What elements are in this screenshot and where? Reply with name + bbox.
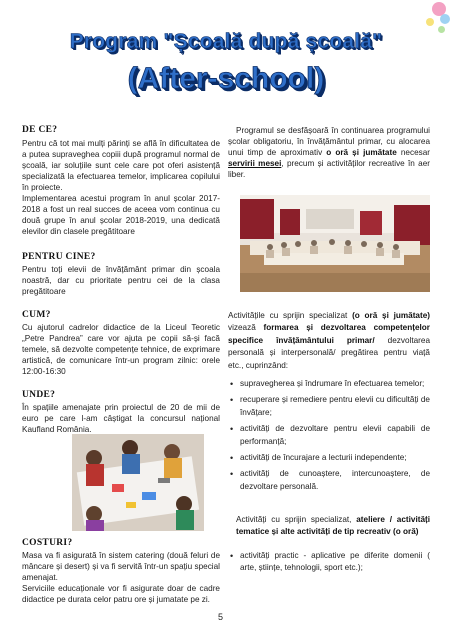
classroom-photo — [240, 195, 430, 292]
activitati-list — [228, 378, 430, 497]
page-number: 5 — [218, 612, 224, 622]
list-item: • recuperare și remediere pentru elevii cu dificultăți de învățare; — [240, 394, 430, 419]
cum-paragraph: Cu ajutorul cadrelor didactice de la Liceul Teoretic „Petre Pandrea” care vor ajuta pe copii să-și facă temele, să dezvolte competențe tehnice, de exprimare artistică, de comunicare într-un program zilnic: orele 12:00-16:30 — [22, 323, 220, 376]
de-ce-paragraph-1: Pentru că tot mai mulți părinți se află în dificultatea de a putea supraveghea copiii după programul normal de școală, iar soluțiile sunt cele care pot oferi asistență specializată la efectuarea temelor, implicarea copilului în proiecte. — [22, 139, 220, 192]
heading-costuri: COSTURI? — [22, 538, 73, 548]
costuri-paragraph-1: Masa va fi asigurată în sistem catering (două feluri de mâncare și desert) și va fi servită într-un spațiu special amenajat. — [22, 551, 220, 582]
heading-pentru-cine: PENTRU CINE? — [22, 252, 96, 262]
activitati2-list — [228, 550, 430, 579]
heading-cum: CUM? — [22, 310, 51, 320]
list-item: • activități de cunoaștere, intercunoaștere, de dezvoltare personală. — [240, 468, 430, 493]
heading-de-ce: DE CE? — [22, 125, 58, 135]
pentru-cine-paragraph: Pentru toți elevii de învățământ primar din școala noastră, dar cu prioritate pentru cei de la clasa pregătitoare — [22, 265, 220, 296]
program-paragraph: Programul se desfășoară în continuarea programului școlar obligatoriu, în învățământul primar, cu alocarea unui timp de aproximativ o oră și jumătate necesar servirii mesei, precum și activităților recreative în aer liber. — [228, 126, 430, 179]
activitati-intro: Activitățile cu sprijin specializat (o oră și jumătate) vizează formarea și dezvoltarea competențelor specifice învățământului primar/ dezvoltarea personală și interpersonală/ pregătirea pentru viață etc., cuprinzând: — [228, 311, 430, 370]
de-ce-paragraph-2: Implementarea acestui program în anul școlar 2017-2018 a fost un real succes de aceea vom continua cu două grupe în anul școlar 2018-2019, una dedicată elevilor din clasele pregătitoare — [22, 194, 220, 236]
activitati2-intro: Activități cu sprijin specializat, ateliere / activități tematice și alte activități de tip recreativ (o oră) — [236, 515, 431, 537]
unde-paragraph: În spațiile amenajate prin proiectul de 20 de mii de euro pe care l-am câștigat la concursul național Kaufland România. — [22, 403, 220, 434]
children-photo — [72, 434, 204, 531]
page-subtitle: (After-school) — [127, 62, 325, 95]
costuri-paragraph-2: Serviciile educaționale vor fi asigurate doar de cadre didactice pe durata celor patru ore și jumatate pe zi. — [22, 584, 220, 604]
list-item: • activități de încurajare a lecturii independente; — [240, 452, 430, 464]
page-title: Program "Școală după școală" — [69, 30, 383, 53]
heading-unde: UNDE? — [22, 390, 56, 400]
list-item: • supravegherea și îndrumare în efectuarea temelor; — [240, 378, 430, 390]
list-item: • activități practic - aplicative pe diferite domenii ( arte, științe, tehnologii, sport etc.); — [240, 550, 430, 575]
list-item: • activități de dezvoltare pentru elevii capabili de performanță; — [240, 423, 430, 448]
